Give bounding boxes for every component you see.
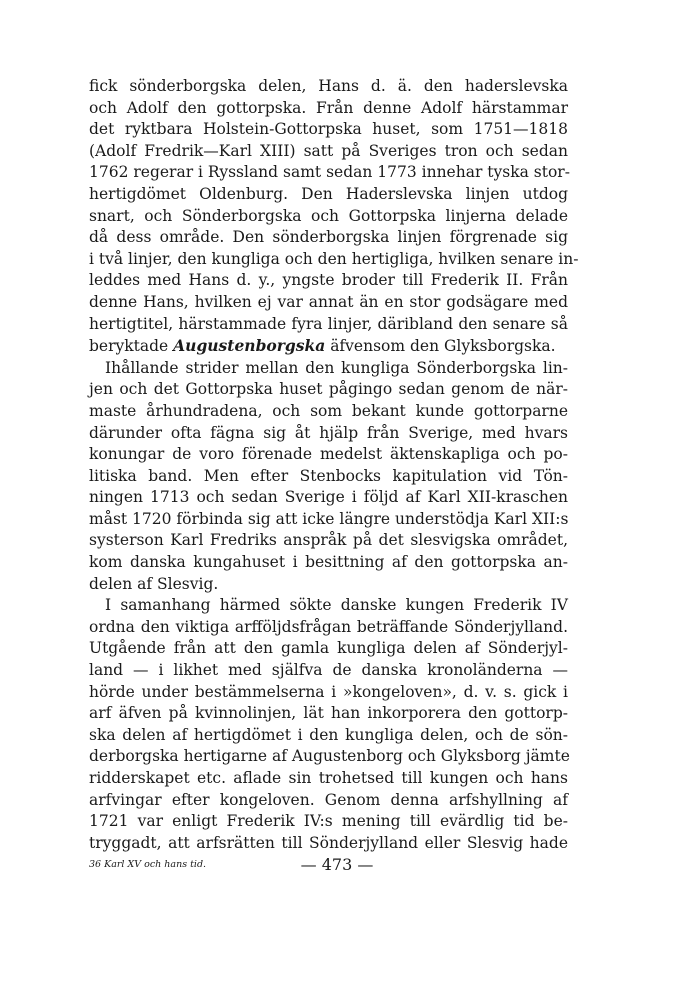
text-line: derborgska hertigarne af Augustenborg och Glyksborg jämte [89,747,570,766]
text-line: maste århundradena, och som bekant kunde gottorparne [89,401,568,420]
text-line: det ryktbara Holstein-Gottorpska huset, som 1751—1818 [89,120,568,139]
page-footer [89,855,568,877]
text-line: ridderskapet etc. aflade sin trohetsed till kungen och hans [89,769,568,787]
text-segment: äfvensom den Glyksborgska. [325,337,556,356]
text-line: fick sönderborgska delen, Hans d. ä. den haderslevska [89,77,568,95]
text-line: snart, och Sönderborgska och Gottorpska linjerna delade [89,206,568,225]
text-line: och Adolf den gottorpska. Från denne Adolf härstammar [89,98,568,117]
text-line: litiska band. Men efter Stenbocks kapitulation vid Tön- [89,466,568,485]
text-line: 1762 regerar i Ryssland samt sedan 1773 innehar tyska stor- [89,163,570,182]
text-line [89,335,568,358]
text-line: I samanhang härmed sökte danske kungen Frederik IV [105,596,568,615]
text-line: hertigdömet Oldenburg. Den Haderslevska linjen utdog [89,184,568,203]
text-line: arfvingar efter kongeloven. Genom denna arfshyllning af [89,790,568,809]
printer-signature: 36 Karl XV och hans tid. [89,859,207,870]
text-segment: beryktade [89,337,174,356]
text-line: systerson Karl Fredriks anspråk på det slesvigska området, [89,531,568,550]
text-line: Utgående från att den gamla kungliga delen af Sönderjyl- [89,639,568,658]
text-line: hörde under bestämmelserna i »kongeloven», d. v. s. gick i [89,682,568,701]
text-line: därunder ofta fägna sig åt hjälp från Sverige, med hvars [89,423,568,442]
text-line: ska delen af hertigdömet i den kungliga delen, och de sön- [89,725,568,744]
text-line: delen af Slesvig. [89,574,219,593]
text-line: konungar de voro förenade medelst äktenskapliga och po- [89,445,568,464]
text-line: ningen 1713 och sedan Sverige i följd af Karl XII-kraschen [89,488,568,507]
text-line: hertigtitel, härstammade fyra linjer, däribland den senare så [89,314,568,333]
text-line: kom danska kungahuset i besittning af den gottorpska an- [89,553,568,572]
text-line: land — i likhet med själfva de danska kronoländerna — [89,661,568,680]
text-line: ordna den viktiga arfföljdsfrågan beträffande Sönderjylland. [89,617,568,636]
text-line: tryggadt, att arfsrätten till Sönderjylland eller Slesvig hade [89,833,568,852]
text-line: Ihållande strider mellan den kungliga Sönderborgska lin- [105,358,568,377]
text-line: (Adolf Fredrik—Karl XIII) satt på Sveriges tron och sedan [89,141,568,160]
text-line: i två linjer, den kungliga och den hertigliga, hvilken senare in- [89,249,579,268]
body-text [89,76,579,854]
text-line: måst 1720 förbinda sig att icke längre understödja Karl XII:s [89,509,569,528]
text-line: arf äfven på kvinnolinjen, lät han inkorporera den gottorp- [89,704,568,723]
text-line: jen och det Gottorpska huset pågingo sedan genom de när- [89,380,568,399]
text-line: då dess område. Den sönderborgska linjen förgrenade sig [89,228,568,247]
text-line: denne Hans, hvilken ej var annat än en stor godsägare med [89,292,568,311]
page-number: — 473 — [300,855,374,874]
emphasized-name: Augustenborgska [173,336,326,356]
text-line: 1721 var enligt Frederik IV:s mening till evärdlig tid be- [89,812,568,831]
text-line: leddes med Hans d. y., yngste broder till Frederik II. Från [89,271,568,290]
